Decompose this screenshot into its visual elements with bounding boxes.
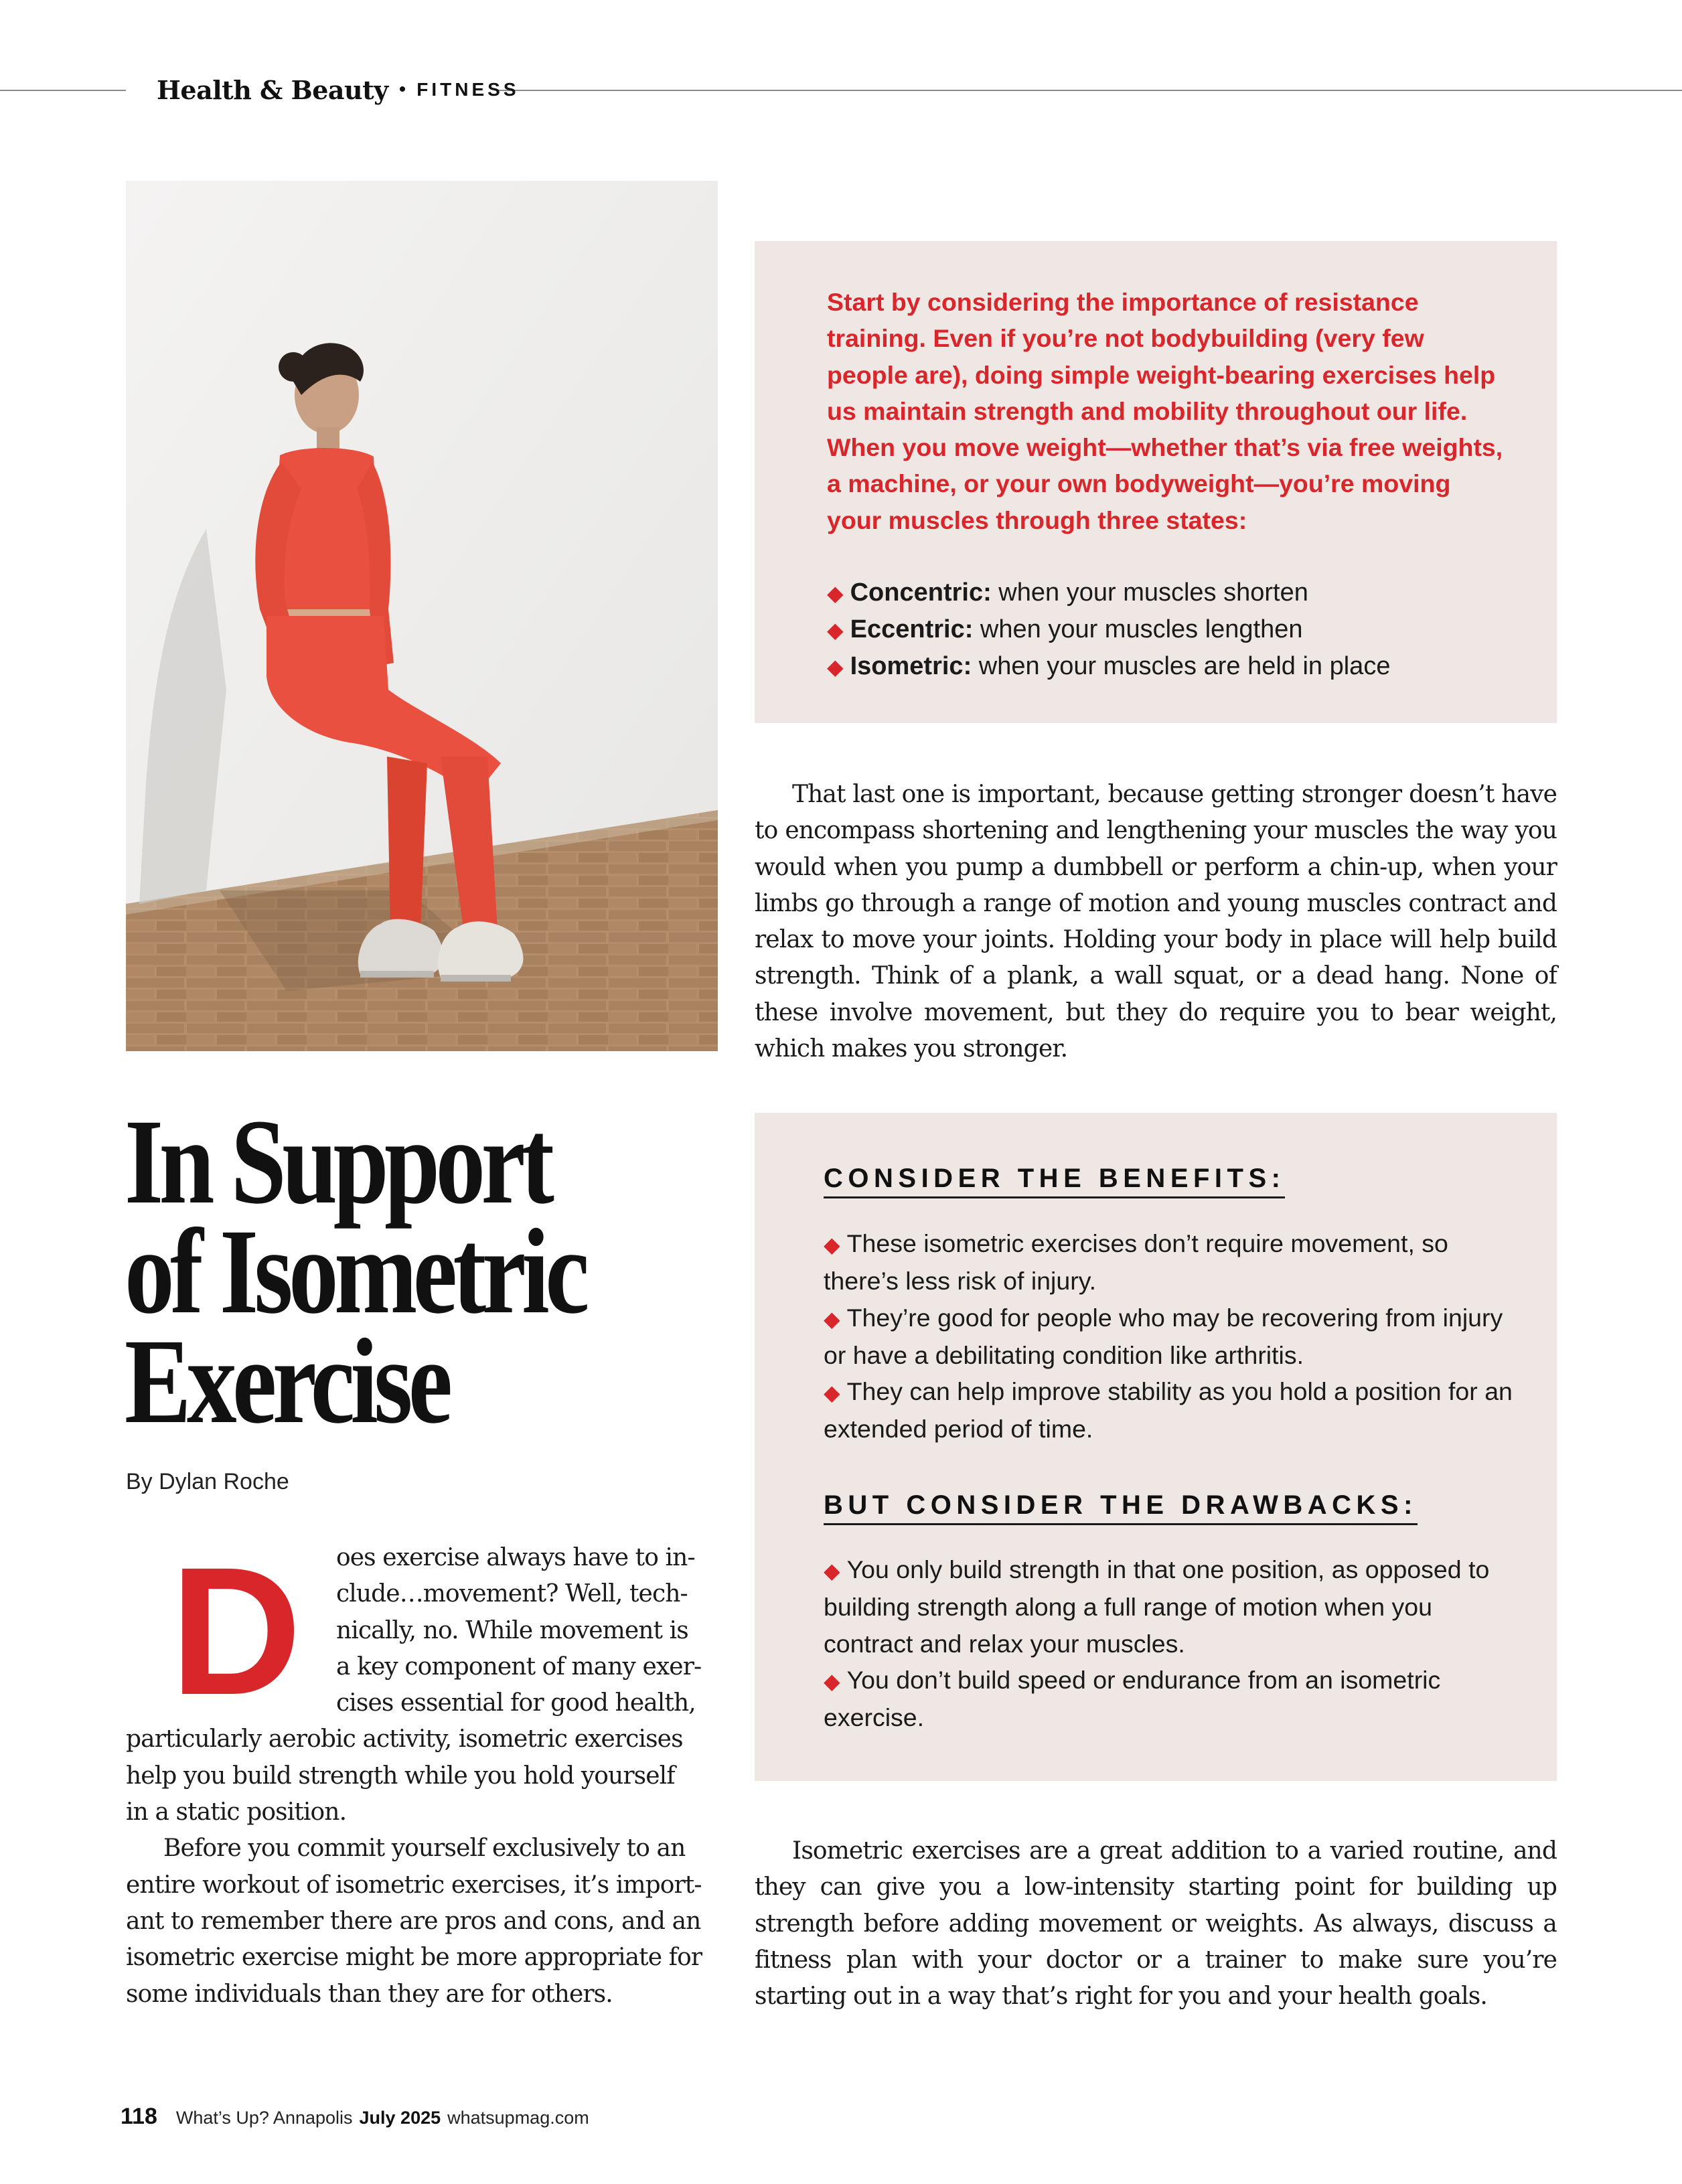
- benefit-text: They can help improve stability as you hold a position for an extended period of time.: [824, 1377, 1513, 1444]
- state-term: Concentric:: [850, 578, 992, 607]
- state-desc: when your muscles are held in place: [972, 652, 1391, 680]
- list-item: [824, 1225, 1520, 1300]
- drawback-text: You don’t build speed or endurance from an isometric exercise.: [824, 1665, 1441, 1732]
- article-title: [125, 1095, 619, 1449]
- list-item: [827, 648, 1537, 685]
- header-rule-left: [0, 90, 126, 91]
- drawback-text: You only build strength in that one position, as opposed to building strength along a full range of motion when you contract and relax your muscles.: [824, 1555, 1490, 1658]
- state-desc: when your muscles lengthen: [973, 615, 1303, 643]
- benefit-text: These isometric exercises don’t require movement, so there’s less risk of injury.: [824, 1229, 1448, 1296]
- list-item: [824, 1373, 1520, 1448]
- list-item: [824, 1300, 1520, 1374]
- red-diamond-icon: ◆: [827, 581, 844, 605]
- red-diamond-icon: ◆: [824, 1233, 840, 1257]
- drawbacks-list: [824, 1551, 1520, 1735]
- text-line: ant to remember there are pros and cons, and an: [126, 1907, 701, 1935]
- state-term: Isometric:: [850, 652, 972, 680]
- text-line: a key component of many exer-: [336, 1652, 702, 1681]
- red-diamond-icon: ◆: [824, 1306, 840, 1331]
- magazine-name: What’s Up? Annapolis: [175, 2108, 353, 2128]
- text-line: oes exercise always have to in-: [336, 1544, 695, 1571]
- body-paragraph-right-1: [755, 777, 1557, 1067]
- section-name: Health & Beauty: [157, 74, 388, 105]
- state-term: Eccentric:: [850, 615, 974, 643]
- text-line: clude…movement? Well, tech-: [336, 1580, 688, 1608]
- header-rule-right: [498, 90, 1682, 91]
- page-footer: [121, 2104, 596, 2130]
- list-item: [824, 1662, 1520, 1736]
- title-line: Exercise: [125, 1314, 449, 1449]
- body-paragraph-left: [126, 1529, 718, 2013]
- body-paragraph-right-2: [755, 1833, 1557, 2015]
- page-number: 118: [121, 2104, 157, 2129]
- byline: By Dylan Roche: [126, 1469, 289, 1494]
- callout-lead: Start by considering the importance of resistance training. Even if you’re not bodybuilding (very few people are), doing simple weight-bearing exercises help us maintain strength and mobility throughout our life. When you move weight—whether that’s via free weights, a machine, or your own bodyweight—you’re moving your muscles through three states:: [827, 288, 1503, 534]
- text-line: isometric exercise might be more appropriate for: [126, 1944, 702, 1972]
- list-item: [827, 574, 1537, 611]
- header-separator: •: [398, 78, 406, 100]
- red-diamond-icon: ◆: [824, 1381, 840, 1405]
- text-line: in a static position.: [126, 1798, 347, 1826]
- drop-cap: D: [170, 1529, 302, 1733]
- title-line: In Support: [125, 1095, 550, 1229]
- article-photo: [126, 181, 718, 1051]
- benefits-list: [824, 1225, 1520, 1448]
- section-header: [157, 70, 520, 110]
- state-desc: when your muscles shorten: [991, 578, 1308, 607]
- paragraph: That last one is important, because getting stronger doesn’t have to encompass shortening and lengthening your muscles the way you would when you pump a dumbbell or perform a chin-up, when your limbs go through a range of motion and young muscles contract and relax to move your joints. Holding your body in place will help build strength. Think of a plank, a wall squat, or a dead hang. None of these involve movement, but they do require you to bear weight, which makes you stronger.: [755, 781, 1557, 1063]
- website-link[interactable]: whatsupmag.com: [447, 2108, 589, 2128]
- paragraph: Isometric exercises are a great addition to a varied routine, and they can give you a low-intensity starting point for building up strength before adding movement or weights. As always, discuss a fitness plan with your doctor or a trainer to make sure you’re starting out in a way that’s right for you and your health goals.: [755, 1837, 1557, 2011]
- text-line: particularly aerobic activity, isometric exercises: [126, 1725, 683, 1753]
- drawbacks-heading: BUT CONSIDER THE DRAWBACKS:: [824, 1490, 1418, 1525]
- text-line: Before you commit yourself exclusively to an: [163, 1835, 686, 1863]
- red-diamond-icon: ◆: [824, 1559, 840, 1583]
- title-line: of Isometric: [125, 1204, 585, 1339]
- list-item: [827, 611, 1537, 648]
- woman-wall-squat-illustration: [126, 181, 718, 1051]
- muscle-states-list: [827, 574, 1537, 685]
- red-diamond-icon: ◆: [827, 618, 844, 642]
- list-item: [824, 1551, 1520, 1662]
- red-diamond-icon: ◆: [824, 1668, 840, 1693]
- subsection-name: FITNESS: [416, 79, 520, 100]
- red-diamond-icon: ◆: [827, 655, 844, 679]
- benefit-text: They’re good for people who may be recovering from injury or have a debilitating condition like arthritis.: [824, 1303, 1503, 1369]
- text-line: help you build strength while you hold yourself: [126, 1762, 675, 1790]
- text-line: entire workout of isometric exercises, it’s import-: [126, 1871, 702, 1899]
- text-line: some individuals than they are for others.: [126, 1980, 613, 2008]
- text-line: nically, no. While movement is: [336, 1616, 688, 1644]
- issue-date: July 2025: [359, 2108, 441, 2128]
- text-line: cises essential for good health,: [336, 1689, 696, 1717]
- benefits-heading: CONSIDER THE BENEFITS:: [824, 1164, 1285, 1198]
